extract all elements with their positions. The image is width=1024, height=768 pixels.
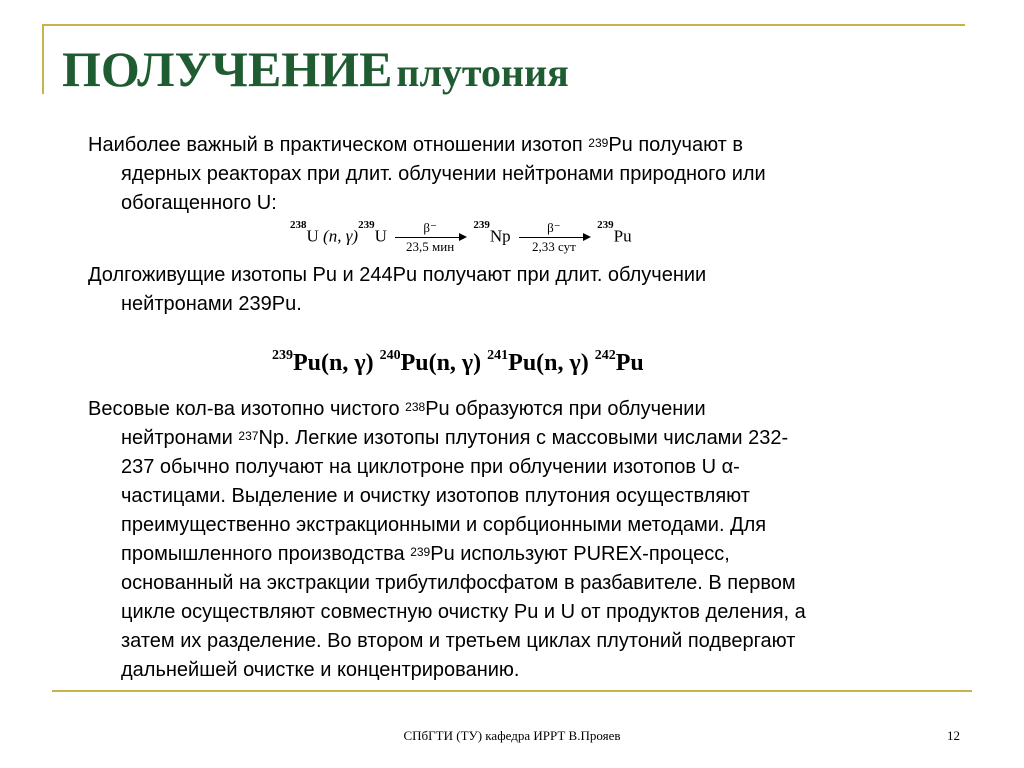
para3-line1: Весовые кол-ва изотопно чистого $^{238}$Pu образуются при облучении xyxy=(88,398,706,420)
eq1-pu: Pu xyxy=(613,226,632,246)
para3-line6: промышленного производства $^{239}$Pu используют PUREX-процесс, xyxy=(121,543,730,565)
page-number: 12 xyxy=(947,728,960,743)
para3-line4: частицами. Выделение и очистку изотопов плутония осуществляют xyxy=(121,485,750,507)
eq1-u: U xyxy=(306,226,319,246)
eq2-mass-1: 239 xyxy=(272,348,293,363)
para2-line2: нейтронами 239Pu. xyxy=(121,293,302,315)
para3-line10: дальнейшей очистке и концентрированию. xyxy=(121,659,520,681)
eq2-el-4: Pu xyxy=(615,350,644,376)
eq1-arrow-2: β⁻ 2,33 сут xyxy=(519,221,589,254)
slide-frame-bottom xyxy=(52,690,972,692)
eq1-u2: U xyxy=(374,226,387,246)
equation-uranium-to-plutonium xyxy=(290,221,632,254)
paragraph-1 xyxy=(88,131,958,218)
para3-line3: 237 обычно получают на циклотроне при облучении изотопов U α- xyxy=(121,456,740,478)
eq2-el-3: Pu xyxy=(508,350,537,376)
slide-title xyxy=(62,40,569,98)
eq1-np: Np xyxy=(489,226,511,246)
para3-line9: затем их разделение. Во втором и третьем циклах плутоний подвергают xyxy=(121,630,796,652)
para1-line3: обогащенного U: xyxy=(121,192,277,214)
eq2-el-2: Pu xyxy=(400,350,429,376)
eq2-mass-4: 242 xyxy=(594,348,616,363)
para1-line1: Наиболее важный в практическом отношении изотоп $^{239}$Pu получают в xyxy=(88,134,743,156)
para3-line8: цикле осуществляют совместную очистку Pu и U от продуктов деления, а xyxy=(121,601,806,623)
para2-line1: Долгоживущие изотопы Pu и 244Pu получают при длит. облучении xyxy=(88,264,707,286)
eq2-el-1: Pu xyxy=(293,350,322,376)
para3-line5: преимущественно экстракционными и сорбционными методами. Для xyxy=(121,514,767,536)
title-part1: ПОЛУЧЕНИЕ xyxy=(62,41,393,97)
para3-line2: нейтронами $^{237}$Np. Легкие изотопы плутония с массовыми числами 232- xyxy=(121,427,789,449)
eq1-u-mass: 238 xyxy=(290,219,307,231)
eq1-np-mass: 239 xyxy=(473,219,490,231)
eq2-react-2: (n, γ) xyxy=(428,350,482,376)
eq2-react-1: (n, γ) xyxy=(321,350,374,376)
eq1-u2-mass: 239 xyxy=(358,219,375,231)
para1-line2: ядерных реакторах при длит. облучении нейтронами природного или xyxy=(121,163,766,185)
eq2-react-3: (n, γ) xyxy=(536,350,589,376)
title-part2: плутония xyxy=(396,50,569,95)
paragraph-2 xyxy=(88,261,958,319)
paragraph-3 xyxy=(88,395,958,685)
slide-frame-left xyxy=(42,24,44,94)
slide-footer: СПбГТИ (ТУ) кафедра ИРРТ В.Прояев xyxy=(403,728,621,743)
eq1-reaction: (n, γ) xyxy=(323,226,359,246)
eq1-arrow-1: β⁻ 23,5 мин xyxy=(395,221,465,254)
eq1-pu-mass: 239 xyxy=(597,219,614,231)
eq2-mass-3: 241 xyxy=(487,348,509,363)
slide-frame-top xyxy=(42,24,965,26)
para3-line7: основанный на экстракции трибутилфосфатом в разбавителе. В первом xyxy=(121,572,796,594)
eq2-mass-2: 240 xyxy=(379,348,401,363)
equation-plutonium-chain xyxy=(272,350,644,377)
